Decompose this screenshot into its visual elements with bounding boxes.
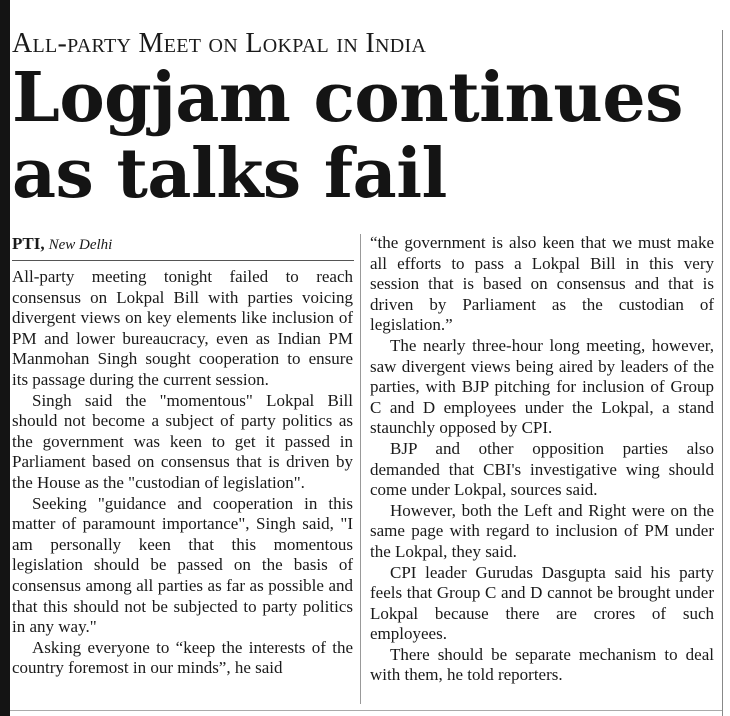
byline-place: New Delhi: [48, 237, 113, 253]
bottom-rule: [10, 710, 722, 711]
paragraph: The nearly three-hour long meeting, however, saw divergent views being aired by leaders of the parties, with BJP pitching for inclusion of Group C and D employees under the Lokpal, a stand staunchly opposed by CPI.: [370, 335, 714, 438]
column-divider: [360, 234, 361, 704]
kicker: All-party Meet on Lokpal in India: [12, 28, 427, 59]
paragraph: Asking everyone to “keep the interests of the country foremost in our minds”, he said: [12, 637, 353, 678]
byline-divider: [12, 260, 354, 261]
paragraph: Singh said the "momentous" Lokpal Bill should not become a subject of party politics as the government was keen to get it passed in Parliament based on consensus that is driven by the House as the "custodian of legislation".: [12, 390, 353, 492]
headline-line-1: Logjam continues: [12, 58, 683, 138]
paragraph: All-party meeting tonight failed to reach consensus on Lokpal Bill with parties voicing divergent views on key elements like inclusion of PM and lower bureaucracy, even as Indian PM Manmohan Singh sought cooperation to ensure its passage during the current session.: [12, 267, 353, 389]
article-column-1: [12, 267, 353, 679]
paragraph: Seeking "guidance and cooperation in this matter of paramount importance", Singh said, "I am personally keen that this momentous legislation should be passed on the basis of consensus among all parties as far as possible and that this should not be subjected to party politics in any way.": [12, 493, 353, 637]
byline: [12, 234, 354, 255]
paragraph: CPI leader Gurudas Dasgupta said his party feels that Group C and D cannot be brought under Lokpal because there are crores of such employees.: [370, 562, 714, 644]
byline-agency: PTI,: [12, 234, 45, 253]
headline-line-2: as talks fail: [12, 134, 447, 214]
paragraph: BJP and other opposition parties also demanded that CBI's investigative wing should come under Lokpal, sources said.: [370, 438, 714, 500]
paragraph: “the government is also keen that we must make all efforts to pass a Lokpal Bill in this very session that is based on consensus and that is driven by Parliament as the custodian of legislation.”: [370, 233, 714, 335]
paragraph: However, both the Left and Right were on the same page with regard to inclusion of PM under the Lokpal, they said.: [370, 500, 714, 561]
article-column-2: [370, 233, 714, 686]
headline: [12, 60, 720, 212]
right-column-rule: [722, 30, 723, 716]
paragraph: There should be separate mechanism to deal with them, he told reporters.: [370, 644, 714, 685]
left-margin-bar: [0, 0, 10, 716]
